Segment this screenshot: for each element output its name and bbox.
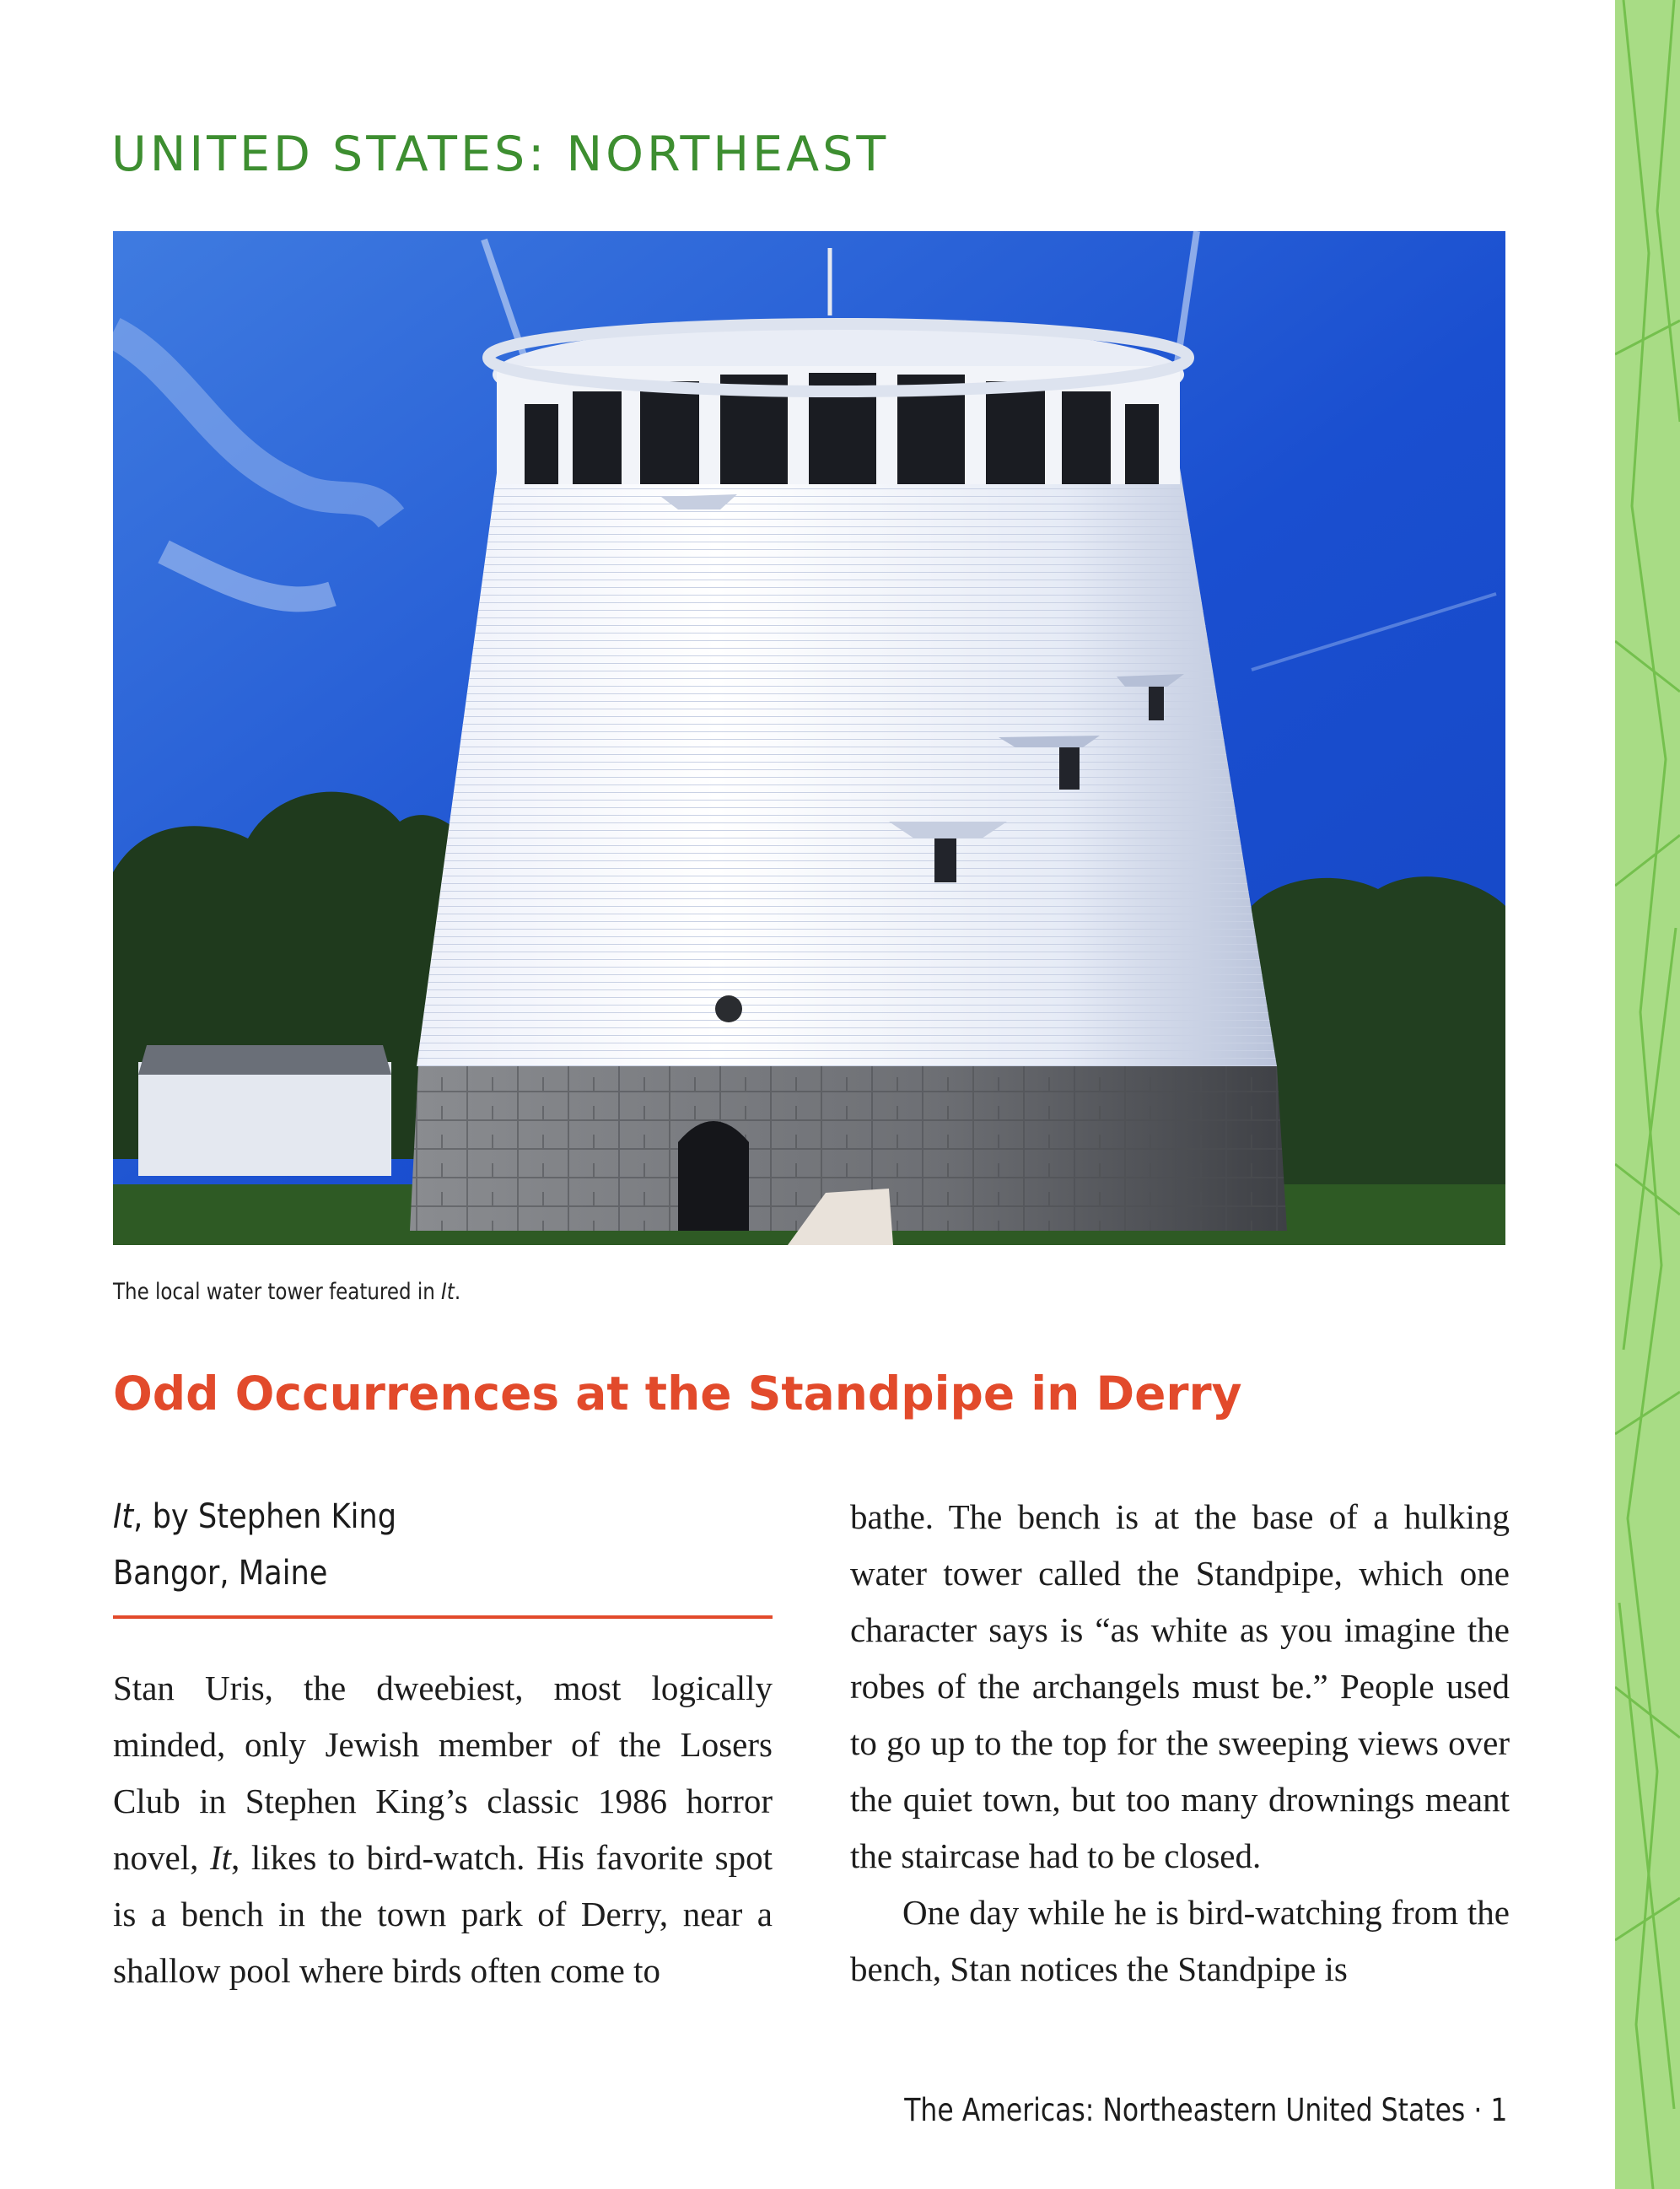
photo-caption bbox=[113, 1279, 460, 1305]
byline bbox=[113, 1489, 692, 1602]
body-paragraph-1: bathe. The bench is at the base of a hulking water tower called the Standpipe, which one character says is “as white as you imagine the robes of the archangels must be.” People used to go up to the top for the sweeping views over the quiet town, but too many drownings meant the staircase had to be closed. bbox=[850, 1497, 1510, 1875]
caption-end: . bbox=[454, 1279, 461, 1305]
book-author: , by Stephen King bbox=[133, 1497, 397, 1536]
page-footer bbox=[904, 2092, 1507, 2128]
body-paragraph bbox=[113, 1660, 773, 1999]
left-text-2: , likes to bird-watch. His favorite spot is a bench in the town park of Derry, near a shallow pool where birds often come to bbox=[113, 1838, 773, 1990]
water-tower-photo bbox=[113, 231, 1505, 1245]
footer-text: The Americas: Northeastern United States bbox=[903, 2092, 1465, 2128]
left-text-1: Stan Uris, the dweebiest, most logically minded, only Jewish member of the Losers Club in Stephen King’s classic 1986 horror novel, bbox=[113, 1669, 773, 1877]
book-credit bbox=[113, 1489, 692, 1545]
divider-rule bbox=[113, 1615, 773, 1619]
page-number: 1 bbox=[1489, 2092, 1507, 2128]
body-paragraph-2: One day while he is bird-watching from the bench, Stan notices the Standpipe is bbox=[850, 1893, 1510, 1988]
body-column-left bbox=[113, 1660, 773, 1999]
book-location: Bangor, Maine bbox=[113, 1554, 328, 1593]
caption-text: The local water tower featured in bbox=[113, 1279, 442, 1305]
book-title: It bbox=[113, 1497, 134, 1536]
left-text-title: It bbox=[209, 1838, 232, 1877]
section-header: UNITED STATES: NORTHEAST bbox=[111, 127, 890, 182]
footer-separator: · bbox=[1473, 2092, 1482, 2128]
article-title: Odd Occurrences at the Standpipe in Derry bbox=[113, 1367, 1242, 1421]
decorative-map-strip bbox=[1615, 0, 1680, 2189]
caption-book-title: It bbox=[441, 1279, 455, 1305]
body-column-right bbox=[850, 1489, 1510, 1998]
